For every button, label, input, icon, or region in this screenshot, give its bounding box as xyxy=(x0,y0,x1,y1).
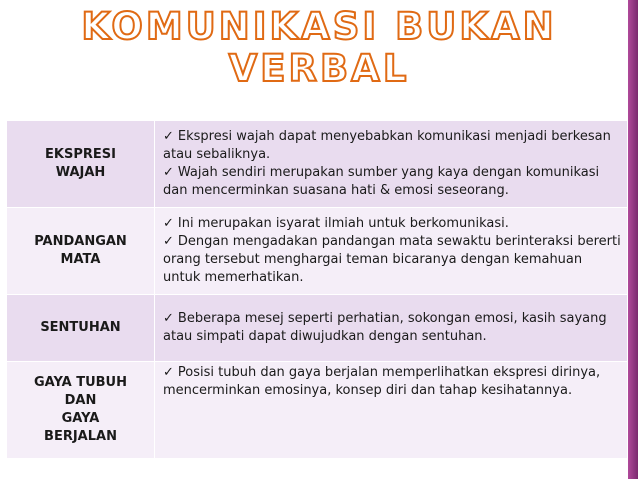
list-item xyxy=(163,128,621,164)
label-line: SENTUHAN xyxy=(40,320,121,335)
page-title xyxy=(0,6,638,90)
check-icon: ✓ xyxy=(163,365,174,380)
list-item xyxy=(163,233,621,287)
check-icon: ✓ xyxy=(163,234,174,249)
list-item xyxy=(163,215,621,233)
row-description xyxy=(155,295,628,362)
title-line-2: VERBAL xyxy=(228,47,410,90)
list-item xyxy=(163,310,621,346)
item-text: Beberapa mesej seperti perhatian, sokongan emosi, kasih sayang atau simpati dapat diwujudkan dengan sentuhan. xyxy=(163,311,607,344)
row-label-gaya-tubuh xyxy=(7,362,155,459)
check-icon: ✓ xyxy=(163,129,174,144)
item-text: Wajah sendiri merupakan sumber yang kaya dengan komunikasi dan mencerminkan suasana hati & emosi seseorang. xyxy=(163,165,600,198)
table-row xyxy=(7,121,628,208)
check-icon: ✓ xyxy=(163,216,174,231)
title-line-1: KOMUNIKASI BUKAN xyxy=(81,5,557,48)
item-text: Dengan mengadakan pandangan mata sewaktu berinteraksi bererti orang tersebut menghargai teman bicaranya dengan kemahuan untuk memerhatikan. xyxy=(163,234,621,285)
label-line: BERJALAN xyxy=(44,429,117,444)
label-line: GAYA TUBUH xyxy=(33,375,127,390)
check-icon: ✓ xyxy=(163,165,174,180)
label-line: PANDANGAN xyxy=(34,234,127,249)
label-line: DAN xyxy=(64,393,97,408)
row-description xyxy=(155,121,628,208)
label-line: MATA xyxy=(60,252,101,267)
label-line: EKSPRESI xyxy=(45,147,116,162)
label-line: GAYA xyxy=(61,411,100,426)
content-table xyxy=(6,120,628,459)
item-text: Ekspresi wajah dapat menyebabkan komunikasi menjadi berkesan atau sebaliknya. xyxy=(163,129,611,162)
row-description xyxy=(155,208,628,295)
row-description xyxy=(155,362,628,459)
table-row xyxy=(7,208,628,295)
table-row xyxy=(7,295,628,362)
list-item xyxy=(163,364,621,400)
row-label-pandangan-mata xyxy=(7,208,155,295)
label-line: WAJAH xyxy=(55,165,106,180)
row-label-ekspresi-wajah xyxy=(7,121,155,208)
list-item xyxy=(163,164,621,200)
item-text: Ini merupakan isyarat ilmiah untuk berkomunikasi. xyxy=(177,216,509,231)
row-label-sentuhan xyxy=(7,295,155,362)
item-text: Posisi tubuh dan gaya berjalan memperlihatkan ekspresi dirinya, mencerminkan emosinya, konsep diri dan tahap kesihatannya. xyxy=(163,365,601,398)
table-row xyxy=(7,362,628,459)
check-icon: ✓ xyxy=(163,311,174,326)
